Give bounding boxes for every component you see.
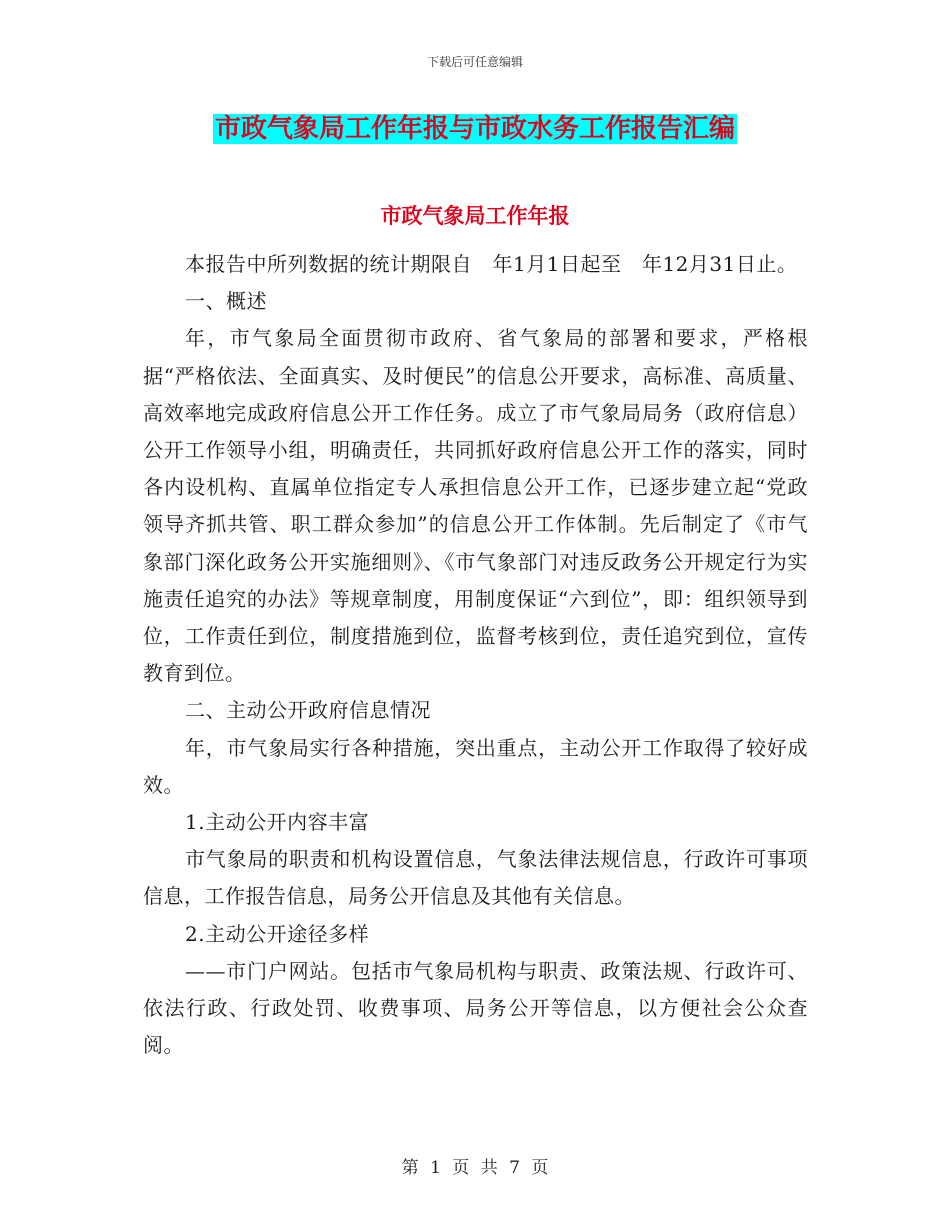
main-title-text: 市政气象局工作年报与市政水务工作报告汇编	[214, 114, 735, 144]
document-body	[143, 246, 808, 1064]
paragraph-proactive-disclosure: 年，市气象局实行各种措施，突出重点，主动公开工作取得了较好成效。	[143, 735, 808, 797]
paragraph-period: 本报告中所列数据的统计期限自 年1月1日起至 年12月31日止。	[185, 252, 798, 276]
paragraph-portal: ——市门户网站。包括市气象局机构与职责、政策法规、行政许可、依法行政、行政处罚、收费事项、局务公开等信息，以方便社会公众查阅。	[143, 958, 808, 1058]
heading-channels: 2.主动公开途径多样	[185, 921, 370, 946]
heading-content-rich: 1.主动公开内容丰富	[185, 810, 370, 835]
heading-proactive-disclosure: 二、主动公开政府信息情况	[185, 698, 431, 723]
page-number-footer: 第 1 页 共 7 页	[401, 1158, 549, 1178]
paragraph-content-rich: 市气象局的职责和机构设置信息，气象法律法规信息，行政许可事项信息，工作报告信息，局务公开信息及其他有关信息。	[143, 847, 808, 909]
paragraph-overview: 年，市气象局全面贯彻市政府、省气象局的部署和要求，严格根据“严格依法、全面真实、及时便民”的信息公开要求，高标准、高质量、高效率地完成政府信息公开工作任务。成立了市气象局局务（政府信息）公开工作领导小组，明确责任，共同抓好政府信息公开工作的落实，同时各内设机构、直属单位指定专人承担信息公开工作，已逐步建立起“党政领导齐抓共管、职工群众参加”的信息公开工作体制。先后制定了《市气象部门深化政务公开实施细则》、《市气象部门对违反政务公开规定行为实施责任追究的办法》等规章制度，用制度保证“六到位”，即：组织领导到位，工作责任到位，制度措施到位，监督考核到位，责任追究到位，宣传教育到位。	[143, 326, 808, 686]
heading-overview: 一、概述	[185, 289, 267, 314]
section-title: 市政气象局工作年报	[380, 203, 570, 228]
document-main-title	[0, 111, 950, 147]
page-header-note: 下载后可任意编辑	[426, 55, 523, 69]
